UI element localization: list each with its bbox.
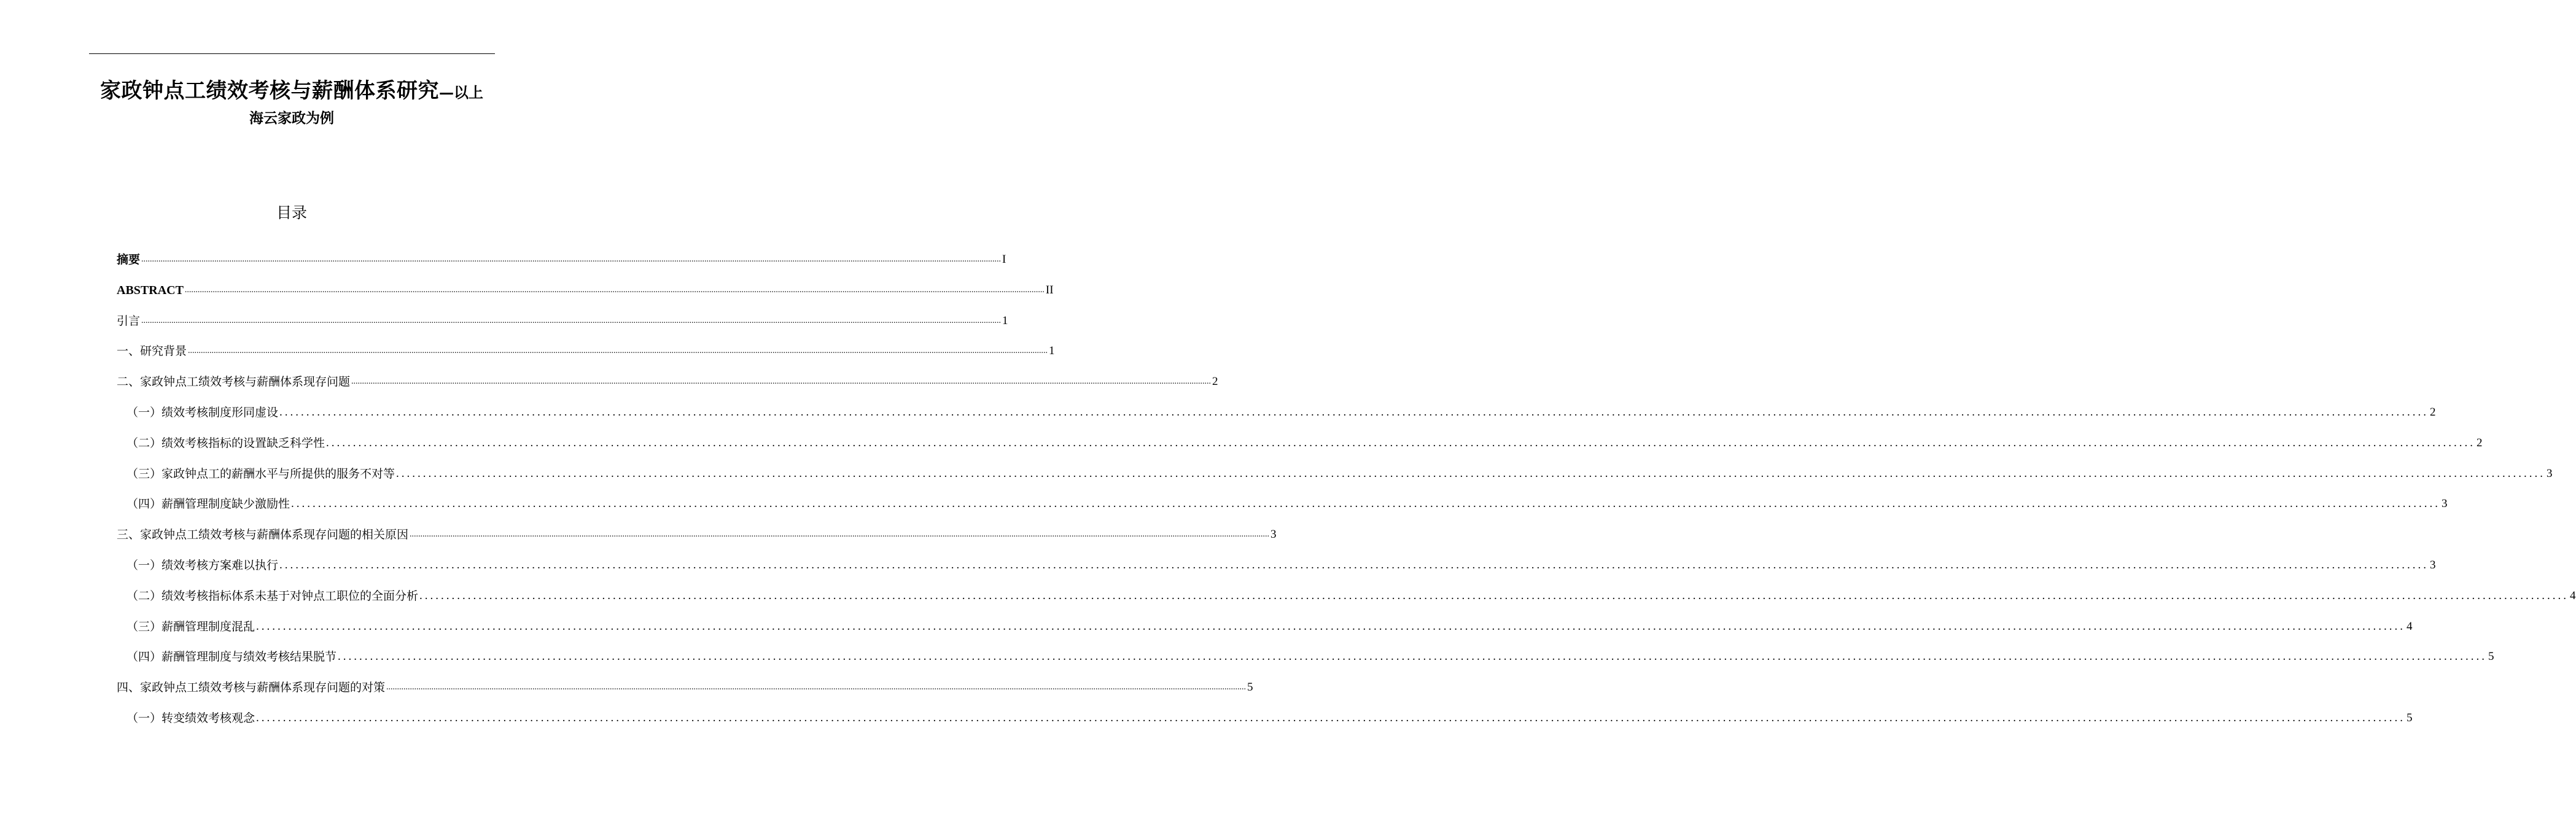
toc-page-number: 3 — [1270, 528, 1277, 541]
toc-entry-title: （四）薪酬管理制度与绩效考核结果脱节 — [126, 650, 337, 664]
toc-leader-dots: ................................................................................................................................................................................................................................................................................................................................................................................................................ — [291, 497, 2441, 511]
toc-entry[interactable] — [117, 676, 1253, 699]
toc-entry[interactable] — [117, 646, 2494, 668]
toc-entry[interactable] — [117, 524, 1277, 546]
toc-page-number: 5 — [2488, 650, 2494, 664]
toc-entry-title: （四）薪酬管理制度缺少激励性 — [126, 497, 290, 511]
toc-leader-dots: ................................................................................................................................................................................................................................................................................................................................................................................................................ — [141, 316, 1002, 325]
toc-entry[interactable] — [117, 279, 1054, 301]
toc-page-number: 3 — [2547, 467, 2553, 480]
toc-page-number: 5 — [2407, 711, 2413, 724]
toc-page-number: 4 — [2407, 619, 2413, 633]
toc-page-number: 2 — [1212, 375, 1218, 389]
document-title — [0, 74, 583, 104]
toc-entry-title: 三、家政钟点工绩效考核与薪酬体系现存问题的相关原因 — [117, 528, 409, 542]
toc-entry-title: （一）绩效考核制度形同虚设 — [126, 406, 279, 419]
toc-entry-title: （一）转变绩效考核观念 — [126, 711, 255, 725]
toc-entry-title: （二）绩效考核指标体系未基于对钟点工职位的全面分析 — [126, 589, 419, 603]
toc-entry[interactable] — [117, 463, 2553, 485]
toc-page-number: 4 — [2570, 589, 2576, 602]
header-rule — [89, 53, 495, 54]
toc-page-number: I — [1002, 253, 1006, 266]
toc-entry[interactable] — [117, 585, 2576, 607]
toc-page-number: 2 — [2477, 436, 2483, 449]
toc-leader-dots: ................................................................................................................................................................................................................................................................................................................................................................................................................ — [410, 530, 1270, 540]
toc-entry[interactable] — [117, 707, 2413, 729]
toc-entry-title: （三）薪酬管理制度混乱 — [126, 619, 255, 633]
toc-entry[interactable] — [117, 371, 1218, 393]
toc-entry[interactable] — [117, 493, 2448, 515]
toc-entry-title: 一、研究背景 — [117, 344, 187, 358]
title-suffix: —以上 — [439, 84, 483, 101]
toc-entry[interactable] — [117, 554, 2436, 576]
toc-entry-title: 摘要 — [117, 253, 141, 266]
toc-leader-dots: ................................................................................................................................................................................................................................................................................................................................................................................................................ — [256, 711, 2406, 724]
toc-leader-dots: ................................................................................................................................................................................................................................................................................................................................................................................................................ — [338, 650, 2488, 664]
toc-leader-dots: ................................................................................................................................................................................................................................................................................................................................................................................................................ — [279, 559, 2429, 571]
toc-leader-dots: ................................................................................................................................................................................................................................................................................................................................................................................................................ — [141, 255, 1002, 264]
toc-entry[interactable] — [117, 401, 2436, 424]
toc-page-number: 1 — [1049, 344, 1055, 358]
toc-page-number: 3 — [2442, 497, 2448, 511]
toc-leader-dots: ................................................................................................................................................................................................................................................................................................................................................................................................................ — [326, 436, 2476, 449]
toc-leader-dots: ................................................................................................................................................................................................................................................................................................................................................................................................................ — [351, 377, 1212, 387]
toc-entry[interactable] — [117, 310, 1008, 332]
toc-page-number: 1 — [1002, 314, 1008, 327]
toc-leader-dots: ................................................................................................................................................................................................................................................................................................................................................................................................................ — [188, 346, 1048, 356]
toc-leader-dots: ................................................................................................................................................................................................................................................................................................................................................................................................................ — [419, 589, 2569, 602]
toc-entry[interactable] — [117, 249, 1006, 271]
toc-entry-title: 四、家政钟点工绩效考核与薪酬体系现存问题的对策 — [117, 681, 386, 695]
document-title-line2: 海云家政为例 — [249, 110, 334, 126]
toc-entry[interactable] — [117, 616, 2413, 638]
toc-heading: 目录 — [276, 204, 307, 222]
toc-entry-title: （二）绩效考核指标的设置缺乏科学性 — [126, 436, 325, 450]
toc-leader-dots: ................................................................................................................................................................................................................................................................................................................................................................................................................ — [256, 619, 2406, 633]
toc-entry-title: 引言 — [117, 314, 141, 328]
toc-entry[interactable] — [117, 432, 2483, 454]
toc-entry-title: 二、家政钟点工绩效考核与薪酬体系现存问题 — [117, 375, 351, 389]
toc-page-number: 5 — [1247, 681, 1253, 694]
toc-entry-title: ABSTRACT — [117, 283, 184, 297]
toc-page-number: 3 — [2430, 559, 2436, 571]
toc-leader-dots: ................................................................................................................................................................................................................................................................................................................................................................................................................ — [184, 285, 1045, 295]
toc-page-number: 2 — [2430, 406, 2436, 419]
title-main: 家政钟点工绩效考核与薪酬体系研究 — [100, 79, 439, 103]
toc-entry-title: （三）家政钟点工的薪酬水平与所提供的服务不对等 — [126, 467, 395, 481]
toc-entry[interactable] — [117, 340, 1055, 362]
toc-leader-dots: ................................................................................................................................................................................................................................................................................................................................................................................................................ — [279, 406, 2429, 419]
toc-leader-dots: ................................................................................................................................................................................................................................................................................................................................................................................................................ — [396, 467, 2546, 480]
toc-leader-dots: ................................................................................................................................................................................................................................................................................................................................................................................................................ — [386, 683, 1247, 692]
toc-page-number: II — [1045, 283, 1054, 296]
toc-entry-title: （一）绩效考核方案难以执行 — [126, 559, 279, 572]
